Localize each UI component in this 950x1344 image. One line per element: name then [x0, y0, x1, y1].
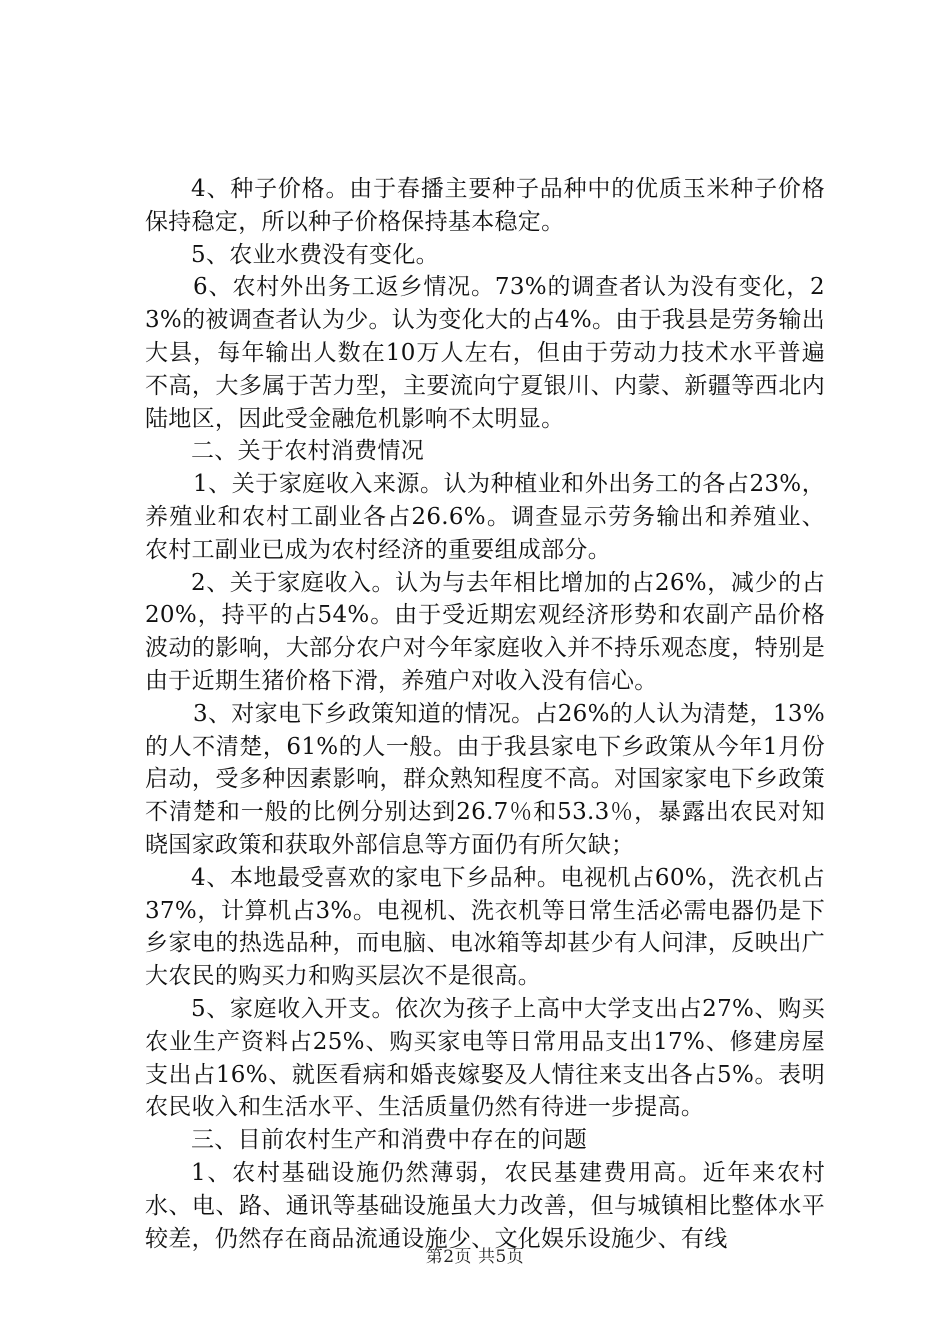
section-heading-consumption: 二、关于农村消费情况 [191, 438, 424, 465]
paragraph-seed-price: 4、种子价格。由于春播主要种子品种中的优质玉米种子价格保持稳定，所以种子价格保持基本稳定。 [145, 176, 825, 235]
section-heading-problems: 三、目前农村生产和消费中存在的问题 [191, 1127, 588, 1154]
page-footer: 第2页 共5页 [425, 1247, 525, 1267]
paragraph-income-source: 1、关于家庭收入来源。认为种植业和外出务工的各占23%，养殖业和农村工副业各占26.6%。调查显示劳务输出和养殖业、农村工副业已成为农村经济的重要组成部分。 [145, 471, 825, 563]
paragraph-infrastructure: 1、农村基础设施仍然薄弱，农民基建费用高。近年来农村水、电、路、通讯等基础设施虽大力改善，但与城镇相比整体水平较差，仍然存在商品流通设施少、文化娱乐设施少、有线 [145, 1159, 825, 1252]
paragraph-household-income: 2、关于家庭收入。认为与去年相比增加的占26%，减少的占20%，持平的占54%。由于受近期宏观经济形势和农副产品价格波动的影响，大部分农户对今年家庭收入并不持乐观态度，特别是由于近期生猪价格下滑，养殖户对收入没有信心。 [145, 569, 825, 694]
paragraph-water-fee: 5、农业水费没有变化。 [191, 241, 439, 268]
document-body [145, 173, 825, 1255]
paragraph-migrant-workers: 6、农村外出务工返乡情况。73%的调查者认为没有变化，23%的被调查者认为少。认为变化大的占4%。由于我县是劳务输出大县，每年输出人数在10万人左右，但由于劳动力技术水平普遍不高，大多属于苦力型，主要流向宁夏银川、内蒙、新疆等西北内陆地区，因此受金融危机影响不太明显。 [145, 274, 825, 432]
paragraph-appliance-policy: 3、对家电下乡政策知道的情况。占26%的人认为清楚，13%的人不清楚，61%的人一般。由于我县家电下乡政策从今年1月份启动，受多种因素影响，群众熟知程度不高。对国家家电下乡政策不清楚和一般的比例分别达到26.7％和53.3％，暴露出农民对知晓国家政策和获取外部信息等方面仍有所欠缺； [145, 700, 825, 858]
paragraph-popular-appliances: 4、本地最受喜欢的家电下乡品种。电视机占60%，洗衣机占37%，计算机占3%。电视机、洗衣机等日常生活必需电器仍是下乡家电的热选品种，而电脑、电冰箱等却甚少有人问津，反映出广大农民的购买力和购买层次不是很高。 [145, 864, 825, 990]
paragraph-household-expenses: 5、家庭收入开支。依次为孩子上高中大学支出占27%、购买农业生产资料占25%、购买家电等日常用品支出17%、修建房屋支出占16%、就医看病和婚丧嫁娶及人情往来支出各占5%。表明农民收入和生活水平、生活质量仍然有待进一步提高。 [145, 995, 825, 1121]
